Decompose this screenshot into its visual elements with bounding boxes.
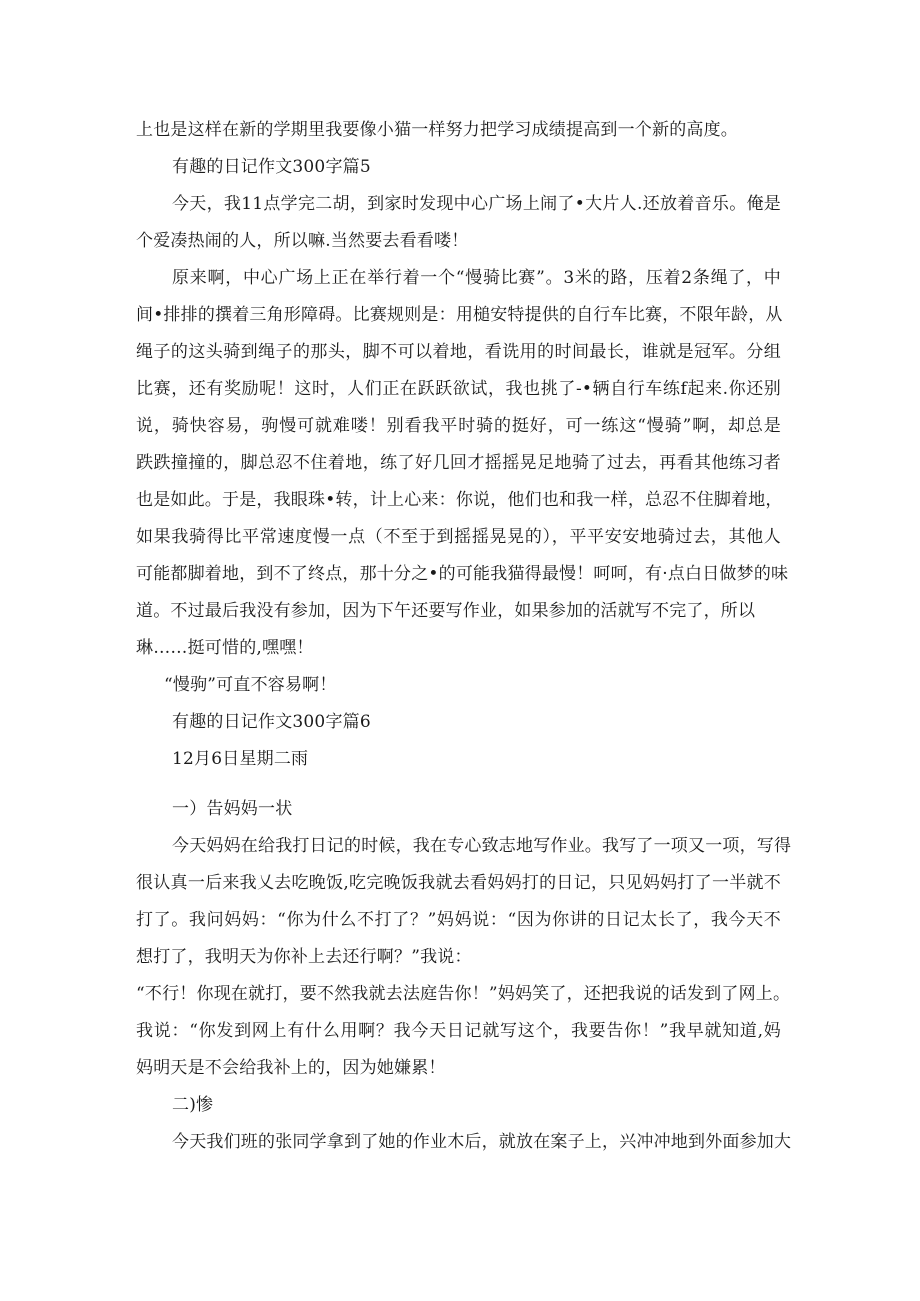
section-heading: 有趣的日记作文300字篇5 (172, 157, 371, 177)
text-line: “慢驹”可直不容易啊！ (164, 675, 337, 695)
text-line: 今天妈妈在给我打日记的时候，我在专心致志地写作业。我写了一项又一项，写得 (172, 836, 792, 856)
text-line: 间•排排的撰着三角形障碍。比赛规则是：用槌安特提供的自行车比赛，不限年龄，从 (136, 305, 783, 325)
text-line: 妈明天是不会给我补上的，因为她嫌累！ (136, 1058, 446, 1078)
text-line: 上也是这样在新的学期里我要像小猫一样努力把学习成绩提高到一个新的高度。 (136, 120, 738, 140)
text-line: 比赛，还有奖励呢！这时，人们正在跃跃欲试，我也挑了-•辆自行车练f起来.你还别 (136, 379, 781, 399)
text-line: 道。不过最后我没有参加，因为下午还要写作业，如果参加的活就写不完了，所以 (136, 601, 756, 621)
text-line: 可能都脚着地，到不了终点，那十分之•的可能我猫得最慢！呵呵，有·点白日做梦的味 (136, 564, 789, 584)
diary-date: 12月6日星期二雨 (172, 749, 309, 769)
text-line: 打了。我问妈妈：“你为什么不打了？”妈妈说：“因为你讲的日记太长了，我今天不 (136, 910, 781, 930)
text-line: 原来啊，中心广场上正在举行着一个“慢骑比赛”。3米的路，压着2条绳了，中 (172, 268, 781, 288)
section-heading: 有趣的日记作文300字篇6 (172, 712, 371, 732)
subheading: 一）告妈妈一状 (172, 799, 293, 819)
text-line: 跌跌撞撞的，脚总忍不住着地，练了好几回才摇摇晃足地骑了过去，再看其他练习者 (136, 453, 781, 473)
text-line: “不行！你现在就打，要不然我就去法庭告你！”妈妈笑了，还把我说的话发到了网上。 (136, 984, 791, 1004)
text-line: 我说：“你发到网上有什么用啊？我今天日记就写这个，我要告你！”我早就知道,妈 (136, 1021, 781, 1041)
text-line: 如果我骑得比平常速度慢一点（不至于到摇摇晃晃的），平平安安地骑过去，其他人 (136, 527, 781, 547)
text-line: 绳子的这头骑到绳子的那头，脚不可以着地，看诜用的时间最长，谁就是冠军。分组 (136, 342, 781, 362)
text-line: 很认真一后来我乂去吃晚饭,吃完晚饭我就去看妈妈打的日记，只见妈妈打了一半就不 (136, 873, 781, 893)
text-line: 个爱凑热闹的人，所以嘛.当然要去看看喽！ (136, 231, 469, 251)
subheading: 二)惨 (172, 1095, 214, 1115)
text-line: 今天，我11点学完二胡，到家时发现中心广场上闹了•大片人.还放着音乐。俺是 (172, 194, 781, 214)
text-line: 今天我们班的张同学拿到了她的作业木后，就放在案子上，兴冲冲地到外面参加大 (172, 1132, 792, 1152)
text-line: 也是如此。于是，我眼珠•转，计上心来：你说，他们也和我一样，总忍不住脚着地， (136, 490, 783, 510)
text-line: 说，骑快容易，驹慢可就难喽！别看我平时骑的挺好，可一练这“慢骑”啊，却总是 (136, 416, 781, 436)
text-line: 想打了，我明天为你补上去还行啊？”我说： (136, 947, 472, 967)
text-line: 琳……挺可惜的,嘿嘿！ (136, 638, 314, 658)
